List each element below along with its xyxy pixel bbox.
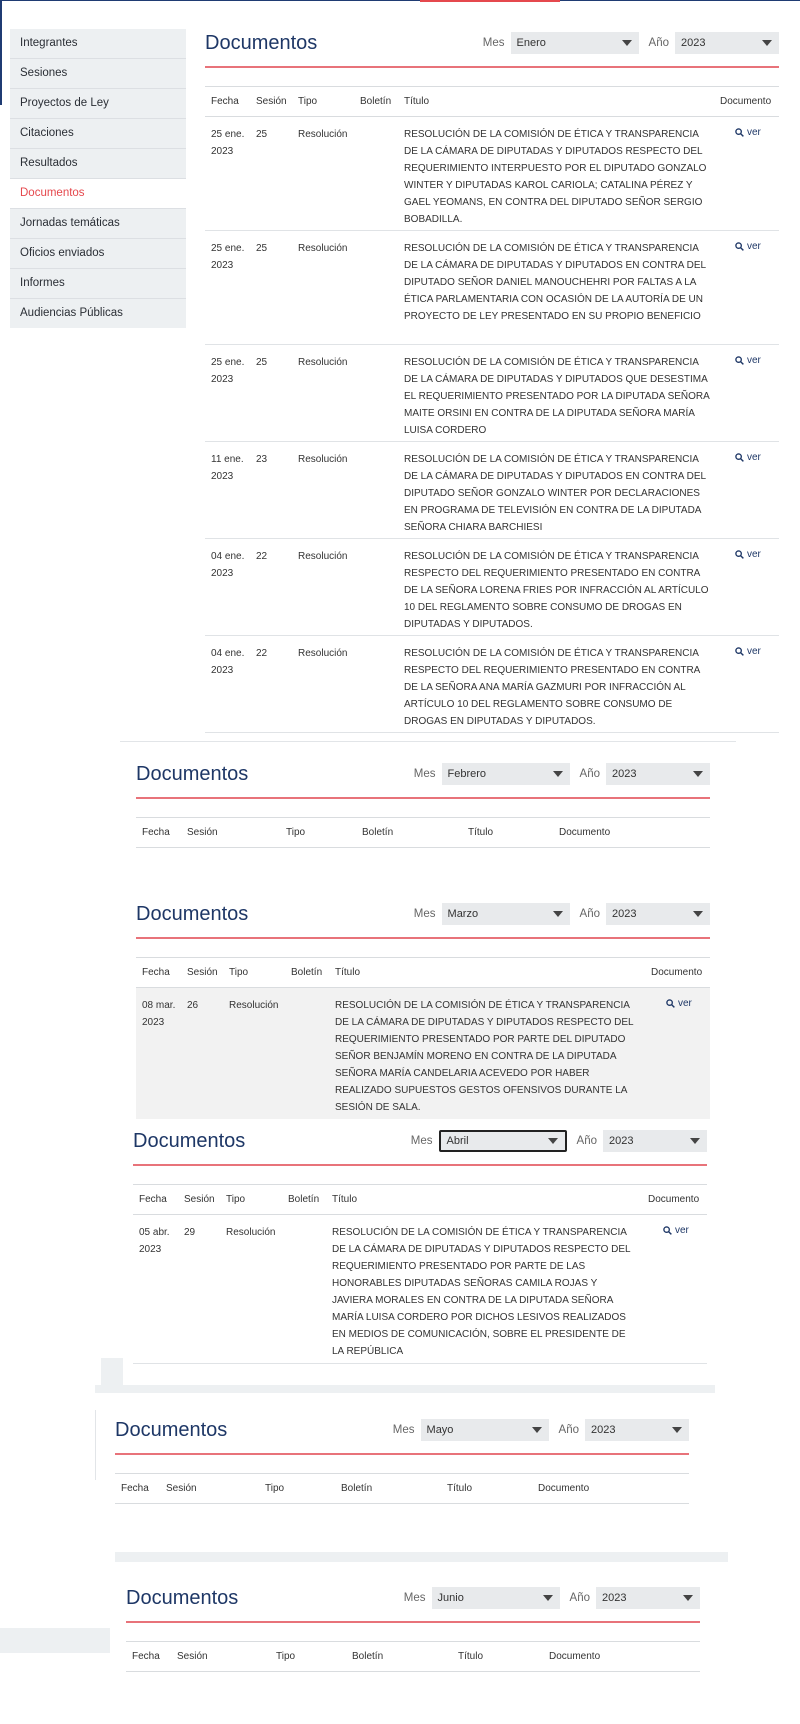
ver-document-link[interactable] xyxy=(735,449,761,466)
table-body xyxy=(136,988,710,1119)
left-edge-mark xyxy=(0,0,2,105)
ver-document-link[interactable] xyxy=(735,352,761,369)
year-select[interactable] xyxy=(606,903,710,925)
header-boletin: Boletín xyxy=(288,1194,320,1205)
month-select[interactable] xyxy=(442,903,570,925)
sidebar-item-citaciones[interactable]: Citaciones xyxy=(10,119,186,149)
cell-titulo: RESOLUCIÓN DE LA COMISIÓN DE ÉTICA Y TRANSPARENCIA DE LA CÁMARA DE DIPUTADAS Y DIPUTADOS EN CONTRA DEL DIPUTADO SEÑOR DANIEL MANOUCHEHRI POR FALTAS A LA ÉTICA PARLAMENTARIA CON OCASIÓN DE LA AUTORÍA DE UN PROYECTO DE LEY PRESENTADO EN SU PROPIO BENEFICIO xyxy=(404,243,706,322)
month-select[interactable] xyxy=(432,1587,560,1609)
documents-section-marzo xyxy=(136,903,710,1119)
year-select-value: 2023 xyxy=(612,908,637,920)
sidebar-item-oficios[interactable]: Oficios enviados xyxy=(10,239,186,269)
ver-label: ver xyxy=(747,355,761,366)
cell-titulo: RESOLUCIÓN DE LA COMISIÓN DE ÉTICA Y TRANSPARENCIA DE LA CÁMARA DE DIPUTADAS Y DIPUTADOS RESPECTO DEL REQUERIMIENTO PRESENTADO POR PARTE DE LAS HONORABLES DIPUTADAS SEÑORAS CAMILA ROJAS Y JAVIERA MORALES EN CONTRA DE LA DIPUTADA SEÑORA MARÍA LUISA CORDERO POR DICHOS LESIVOS REALIZADOS EN MEDIOS DE COMUNICACIÓN, SOBRE EL PRESIDENTE DE LA REPÚBLICA xyxy=(332,1227,631,1357)
header-documento: Documento xyxy=(549,1651,601,1662)
ver-label: ver xyxy=(747,549,761,560)
header-fecha: Fecha xyxy=(139,1194,167,1205)
header-boletin: Boletín xyxy=(352,1651,384,1662)
header-documento: Documento xyxy=(648,1194,700,1205)
ver-document-link[interactable] xyxy=(735,124,761,141)
header-sesion: Sesión xyxy=(187,967,218,978)
cell-titulo: RESOLUCIÓN DE LA COMISIÓN DE ÉTICA Y TRANSPARENCIA DE LA CÁMARA DE DIPUTADAS Y DIPUTADOS QUE DESESTIMA EL REQUERIMIENTO PRESENTADO POR LA DIPUTADA SEÑORA MAITE ORSINI EN CONTRA DE LA DIPUTADA SEÑORA MARÍA LUISA CORDERO xyxy=(404,357,710,436)
chevron-down-icon xyxy=(686,903,710,925)
month-select-value: Abril xyxy=(446,1135,469,1147)
search-icon xyxy=(735,356,744,365)
filters xyxy=(483,32,779,54)
chevron-down-icon xyxy=(686,763,710,785)
ver-label: ver xyxy=(675,1225,689,1236)
header-sesion: Sesión xyxy=(177,1651,208,1662)
documents-section-junio xyxy=(126,1587,700,1672)
table-row xyxy=(205,442,779,539)
documents-section-enero xyxy=(205,32,779,733)
filters xyxy=(414,763,710,785)
ver-label: ver xyxy=(747,127,761,138)
section-title: Documentos xyxy=(136,903,249,925)
filters xyxy=(414,903,710,925)
sidebar-item-sesiones[interactable]: Sesiones xyxy=(10,59,186,89)
section-title: Documentos xyxy=(133,1130,246,1152)
cell-titulo: RESOLUCIÓN DE LA COMISIÓN DE ÉTICA Y TRANSPARENCIA DE LA CÁMARA DE DIPUTADAS Y DIPUTADOS RESPECTO DEL REQUERIMIENTO INTERPUESTO POR EL DIPUTADO GONZALO WINTER Y DIPUTADAS KAROL CARIOLA; CATALINA PÉREZ Y GAEL YEOMANS, EN CONTRA DEL DIPUTADO SEÑOR SERGIO BOBADILLA. xyxy=(404,129,707,225)
cell-sesion: 29 xyxy=(184,1227,196,1238)
table-header xyxy=(133,1185,707,1215)
year-select[interactable] xyxy=(675,32,779,54)
month-select[interactable] xyxy=(421,1419,549,1441)
sidebar-item-documentos[interactable]: Documentos xyxy=(10,179,186,209)
header-sesion: Sesión xyxy=(256,96,287,107)
table-row xyxy=(205,231,779,345)
section-header xyxy=(115,1419,689,1455)
month-select[interactable] xyxy=(442,763,570,785)
year-label: Año xyxy=(576,1135,597,1147)
year-select-value: 2023 xyxy=(612,768,637,780)
filters xyxy=(411,1130,707,1152)
header-titulo: Título xyxy=(335,967,361,978)
month-select[interactable] xyxy=(511,32,639,54)
documents-table xyxy=(133,1184,707,1364)
band xyxy=(95,1385,715,1393)
header-boletin: Boletín xyxy=(341,1483,373,1494)
year-select-value: 2023 xyxy=(602,1592,627,1604)
month-select-value: Marzo xyxy=(447,908,479,920)
header-titulo: Título xyxy=(404,96,430,107)
header-tipo: Tipo xyxy=(298,96,318,107)
header-sesion: Sesión xyxy=(166,1483,197,1494)
section-header xyxy=(136,763,710,799)
top-bar-line xyxy=(0,0,800,1)
month-label: Mes xyxy=(413,908,436,920)
year-label: Año xyxy=(648,37,669,49)
section-title: Documentos xyxy=(205,32,318,54)
cell-sesion: 26 xyxy=(187,1000,199,1011)
chevron-down-icon xyxy=(546,903,570,925)
search-icon xyxy=(735,647,744,656)
cell-fecha: 25 ene. 2023 xyxy=(211,129,245,157)
table-row xyxy=(205,636,779,733)
cell-sesion: 23 xyxy=(256,454,268,465)
section-header xyxy=(126,1587,700,1623)
search-icon xyxy=(735,453,744,462)
chevron-down-icon xyxy=(755,32,779,54)
band-block xyxy=(101,1358,123,1385)
chevron-down-icon xyxy=(676,1587,700,1609)
section-title: Documentos xyxy=(126,1587,239,1609)
year-label: Año xyxy=(579,768,600,780)
chevron-down-icon xyxy=(541,1132,565,1150)
ver-document-link[interactable] xyxy=(666,995,692,1012)
header-tipo: Tipo xyxy=(276,1651,296,1662)
ver-document-link[interactable] xyxy=(735,238,761,255)
header-fecha: Fecha xyxy=(142,827,170,838)
header-fecha: Fecha xyxy=(132,1651,160,1662)
chevron-down-icon xyxy=(683,1130,707,1152)
header-documento: Documento xyxy=(720,96,772,107)
cell-fecha: 11 ene. 2023 xyxy=(211,454,244,482)
cell-tipo: Resolución xyxy=(298,551,348,562)
sidebar xyxy=(10,29,186,328)
cell-fecha: 08 mar. 2023 xyxy=(142,1000,176,1028)
cell-fecha: 04 ene. 2023 xyxy=(211,648,245,676)
cell-fecha: 04 ene. 2023 xyxy=(211,551,245,579)
sidebar-item-integrantes[interactable]: Integrantes xyxy=(10,29,186,59)
cell-titulo: RESOLUCIÓN DE LA COMISIÓN DE ÉTICA Y TRANSPARENCIA DE LA CÁMARA DE DIPUTADAS Y DIPUTADOS EN CONTRA DEL DIPUTADO SEÑOR GONZALO WINTER POR DECLARACIONES EN PROGRAMA DE TELEVISIÓN EN CONTRA DE LA DIPUTADA SEÑORA CHIARA BARCHIESI xyxy=(404,454,706,533)
cell-sesion: 25 xyxy=(256,129,268,140)
table-body xyxy=(205,117,779,733)
year-select[interactable] xyxy=(585,1419,689,1441)
section-title: Documentos xyxy=(136,763,249,785)
cell-fecha: 25 ene. 2023 xyxy=(211,243,245,271)
band xyxy=(115,1552,728,1562)
header-documento: Documento xyxy=(651,967,703,978)
table-header xyxy=(126,1642,700,1672)
year-label: Año xyxy=(579,908,600,920)
section-header xyxy=(136,903,710,939)
cell-sesion: 25 xyxy=(256,243,268,254)
documents-table xyxy=(136,957,710,1119)
table-header xyxy=(115,1474,689,1504)
year-select-value: 2023 xyxy=(609,1135,634,1147)
header-fecha: Fecha xyxy=(142,967,170,978)
vertical-divider xyxy=(95,1410,96,1480)
year-select[interactable] xyxy=(606,763,710,785)
header-titulo: Título xyxy=(332,1194,358,1205)
cell-tipo: Resolución xyxy=(226,1227,276,1238)
header-titulo: Título xyxy=(468,827,494,838)
header-boletin: Boletín xyxy=(291,967,323,978)
header-sesion: Sesión xyxy=(184,1194,215,1205)
ver-label: ver xyxy=(747,646,761,657)
chevron-down-icon xyxy=(525,1419,549,1441)
chevron-down-icon xyxy=(665,1419,689,1441)
year-select[interactable] xyxy=(603,1130,707,1152)
cell-titulo: RESOLUCIÓN DE LA COMISIÓN DE ÉTICA Y TRANSPARENCIA DE LA CÁMARA DE DIPUTADAS Y DIPUTADOS RESPECTO DEL REQUERIMIENTO PRESENTADO POR PARTE DEL DIPUTADO SEÑOR BENJAMÍN MORENO EN CONTRA DE LA DIPUTADA SEÑORA MARÍA CANDELARIA ACEVEDO POR HABER REALIZADO SUPUESTOS GESTOS OFENSIVOS DURANTE LA SESIÓN DE SALA. xyxy=(335,1000,634,1113)
sidebar-item-informes[interactable]: Informes xyxy=(10,269,186,299)
header-fecha: Fecha xyxy=(211,96,239,107)
table-header xyxy=(136,818,710,848)
header-titulo: Título xyxy=(447,1483,473,1494)
year-label: Año xyxy=(569,1592,590,1604)
top-bar-accent xyxy=(420,0,560,2)
section-title: Documentos xyxy=(115,1419,228,1441)
cell-sesion: 22 xyxy=(256,551,268,562)
table-row xyxy=(136,988,710,1119)
chevron-down-icon xyxy=(546,763,570,785)
cell-tipo: Resolución xyxy=(298,648,348,659)
ver-label: ver xyxy=(747,452,761,463)
cell-tipo: Resolución xyxy=(298,454,348,465)
section-header xyxy=(133,1130,707,1166)
sidebar-item-jornadas[interactable]: Jornadas temáticas xyxy=(10,209,186,239)
header-fecha: Fecha xyxy=(121,1483,149,1494)
documents-section-mayo xyxy=(115,1419,689,1504)
header-tipo: Tipo xyxy=(229,967,249,978)
table-header xyxy=(205,87,779,117)
ver-document-link[interactable] xyxy=(663,1222,689,1239)
header-tipo: Tipo xyxy=(226,1194,246,1205)
search-icon xyxy=(666,999,675,1008)
cell-tipo: Resolución xyxy=(298,129,348,140)
month-select-value: Mayo xyxy=(426,1424,454,1436)
documents-section-febrero xyxy=(136,763,710,848)
ver-document-link[interactable] xyxy=(735,643,761,660)
header-tipo: Tipo xyxy=(265,1483,285,1494)
chevron-down-icon xyxy=(615,32,639,54)
month-label: Mes xyxy=(410,1135,433,1147)
section-header xyxy=(205,32,779,68)
table-row xyxy=(205,117,779,231)
month-select-value: Junio xyxy=(437,1592,464,1604)
documents-section-abril xyxy=(133,1130,707,1364)
header-tipo: Tipo xyxy=(286,827,306,838)
cell-sesion: 22 xyxy=(256,648,268,659)
sidebar-item-proyectos[interactable]: Proyectos de Ley xyxy=(10,89,186,119)
year-select-value: 2023 xyxy=(591,1424,616,1436)
year-select-value: 2023 xyxy=(681,37,706,49)
search-icon xyxy=(735,242,744,251)
ver-label: ver xyxy=(747,241,761,252)
header-boletin: Boletín xyxy=(362,827,394,838)
year-label: Año xyxy=(558,1424,579,1436)
divider xyxy=(120,741,736,742)
table-body xyxy=(133,1215,707,1364)
cell-fecha: 05 abr. 2023 xyxy=(139,1227,170,1255)
month-select-value: Febrero xyxy=(447,768,487,780)
ver-label: ver xyxy=(678,998,692,1009)
chevron-down-icon xyxy=(536,1587,560,1609)
header-boletin: Boletín xyxy=(360,96,392,107)
ver-document-link[interactable] xyxy=(735,546,761,563)
documents-table xyxy=(136,817,710,848)
documents-table xyxy=(205,86,779,733)
month-select-value: Enero xyxy=(516,37,546,49)
search-icon xyxy=(663,1226,672,1235)
header-documento: Documento xyxy=(538,1483,590,1494)
year-select[interactable] xyxy=(596,1587,700,1609)
search-icon xyxy=(735,550,744,559)
cell-fecha: 25 ene. 2023 xyxy=(211,357,245,385)
cell-tipo: Resolución xyxy=(298,243,348,254)
table-header xyxy=(136,958,710,988)
search-icon xyxy=(735,128,744,137)
month-select[interactable] xyxy=(439,1130,567,1152)
header-documento: Documento xyxy=(559,827,611,838)
month-label: Mes xyxy=(413,768,436,780)
month-label: Mes xyxy=(392,1424,415,1436)
header-sesion: Sesión xyxy=(187,827,218,838)
table-row xyxy=(133,1215,707,1364)
top-bar xyxy=(0,0,800,10)
sidebar-item-audiencias[interactable]: Audiencias Públicas xyxy=(20,307,123,319)
month-label: Mes xyxy=(403,1592,426,1604)
cell-sesion: 25 xyxy=(256,357,268,368)
table-row xyxy=(205,539,779,636)
documents-table xyxy=(115,1473,689,1504)
filters xyxy=(393,1419,689,1441)
cell-tipo: Resolución xyxy=(229,1000,279,1011)
documents-table xyxy=(126,1641,700,1672)
header-titulo: Título xyxy=(458,1651,484,1662)
cell-tipo: Resolución xyxy=(298,357,348,368)
cell-titulo: RESOLUCIÓN DE LA COMISIÓN DE ÉTICA Y TRANSPARENCIA RESPECTO DEL REQUERIMIENTO PRESENTADO EN CONTRA DE LA SEÑORA LORENA FRIES POR INFRACCIÓN AL ARTÍCULO 10 DEL REGLAMENTO SOBRE CONSUMO DE DROGAS EN DIPUTADAS Y DIPUTADOS. xyxy=(404,551,709,630)
month-label: Mes xyxy=(482,37,505,49)
cell-titulo: RESOLUCIÓN DE LA COMISIÓN DE ÉTICA Y TRANSPARENCIA RESPECTO DEL REQUERIMIENTO PRESENTADO EN CONTRA DE LA SEÑORA ANA MARÍA GAZMURI POR INFRACCIÓN AL ARTÍCULO 10 DEL REGLAMENTO SOBRE CONSUMO DE DROGAS EN DIPUTADAS Y DIPUTADOS. xyxy=(404,648,700,727)
band-left xyxy=(0,1628,110,1653)
filters xyxy=(404,1587,700,1609)
table-row xyxy=(205,345,779,442)
sidebar-item-resultados[interactable]: Resultados xyxy=(10,149,186,179)
